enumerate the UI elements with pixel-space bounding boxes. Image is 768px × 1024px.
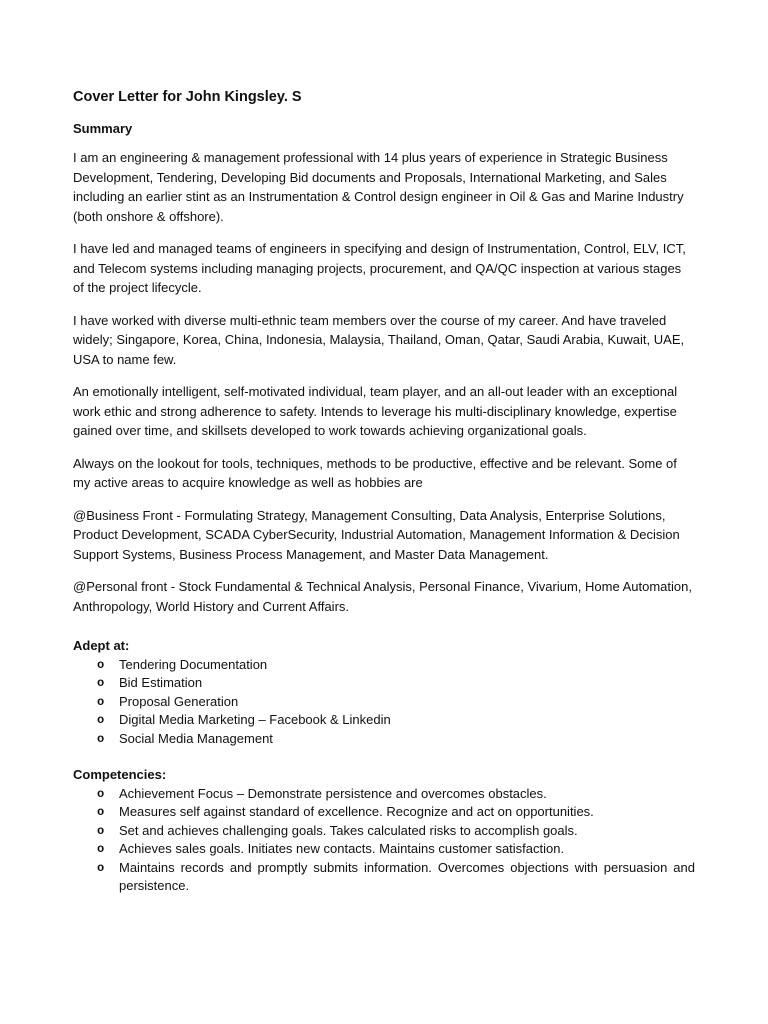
adept-heading: Adept at: — [73, 638, 130, 653]
list-item-text: Maintains records and promptly submits information. Overcomes objections with persuasion and persistence. — [119, 859, 695, 893]
summary-heading: Summary — [73, 120, 133, 136]
competencies-list — [73, 785, 695, 896]
list-item — [73, 859, 695, 896]
list-item — [73, 785, 695, 804]
paragraph-personality: An emotionally intelligent, self-motivated individual, team player, and an all-out leader with an exceptional work ethic and strong adherence to safety. Intends to leverage his multi-disciplinary knowledge, expertise gained over time, and skillsets developed to work towards achieving organizational goals. — [73, 384, 678, 438]
list-item — [73, 674, 695, 693]
competencies-heading: Competencies: — [73, 767, 167, 782]
list-item — [73, 711, 695, 730]
paragraph-business-front: @Business Front - Formulating Strategy, Management Consulting, Data Analysis, Enterprise Solutions, Product Development, SCADA CyberSecurity, Industrial Automation, Management Information & Decision Support Systems, Business Process Management, and Master Data Management. — [73, 507, 680, 562]
paragraph-travel: I have worked with diverse multi-ethnic team members over the course of my career. And have traveled widely; Singapore, Korea, China, Indonesia, Malaysia, Thailand, Oman, Qatar, Saudi Arabia, Kuwait, UAE, USA to name few. — [73, 312, 685, 367]
paragraph-experience: I am an engineering & management professional with 14 plus years of experience in Strategic Business Development, Tendering, Developing Bid documents and Proposals, International Marketing, and Sales including an earlier stint as an Instrumentation & Control design engineer in Oil & Gas and Marine Industry (both onshore & offshore). — [73, 150, 684, 224]
list-item-text: Bid Estimation — [119, 675, 203, 690]
list-item-text: Achievement Focus – Demonstrate persistence and overcomes obstacles. — [119, 785, 547, 801]
list-item-text: Set and achieves challenging goals. Takes calculated risks to accomplish goals. — [119, 822, 578, 838]
list-item-text: Digital Media Marketing – Facebook & Linkedin — [119, 712, 391, 727]
list-item — [73, 656, 695, 675]
list-item — [73, 840, 695, 859]
bullet-icon: o — [97, 731, 105, 746]
list-item-text: Achieves sales goals. Initiates new contacts. Maintains customer satisfaction. — [119, 841, 565, 856]
paragraph-personal-front: @Personal front - Stock Fundamental & Technical Analysis, Personal Finance, Vivarium, Home Automation, Anthropology, World History and Current Affairs. — [73, 579, 692, 614]
bullet-icon: o — [97, 694, 105, 709]
document-page — [73, 88, 695, 913]
bullet-icon: o — [97, 823, 105, 838]
list-item-text: Measures self against standard of excellence. Recognize and act on opportunities. — [119, 804, 594, 819]
paragraph-hobbies-intro: Always on the lookout for tools, techniques, methods to be productive, effective and be relevant. Some of my active areas to acquire knowledge as well as hobbies are — [73, 455, 677, 490]
paragraph-leadership: I have led and managed teams of engineers in specifying and design of Instrumentation, Control, ELV, ICT, and Telecom systems including managing projects, procurement, and QA/QC inspection at various stages of the project lifecycle. — [73, 241, 686, 295]
bullet-icon: o — [97, 805, 105, 819]
adept-list — [73, 656, 695, 749]
bullet-icon: o — [97, 676, 105, 690]
bullet-icon: o — [97, 842, 105, 856]
list-item-text: Proposal Generation — [119, 693, 239, 709]
list-item-text: Tendering Documentation — [119, 656, 268, 672]
list-item-text: Social Media Management — [119, 730, 273, 746]
list-item — [73, 822, 695, 841]
bullet-icon: o — [97, 657, 105, 672]
list-item — [73, 693, 695, 712]
list-item — [73, 803, 695, 822]
bullet-icon: o — [97, 786, 105, 801]
list-item — [73, 730, 695, 749]
bullet-icon: o — [97, 713, 105, 727]
bullet-icon: o — [97, 860, 105, 875]
document-title: Cover Letter for John Kingsley. S — [73, 89, 302, 105]
